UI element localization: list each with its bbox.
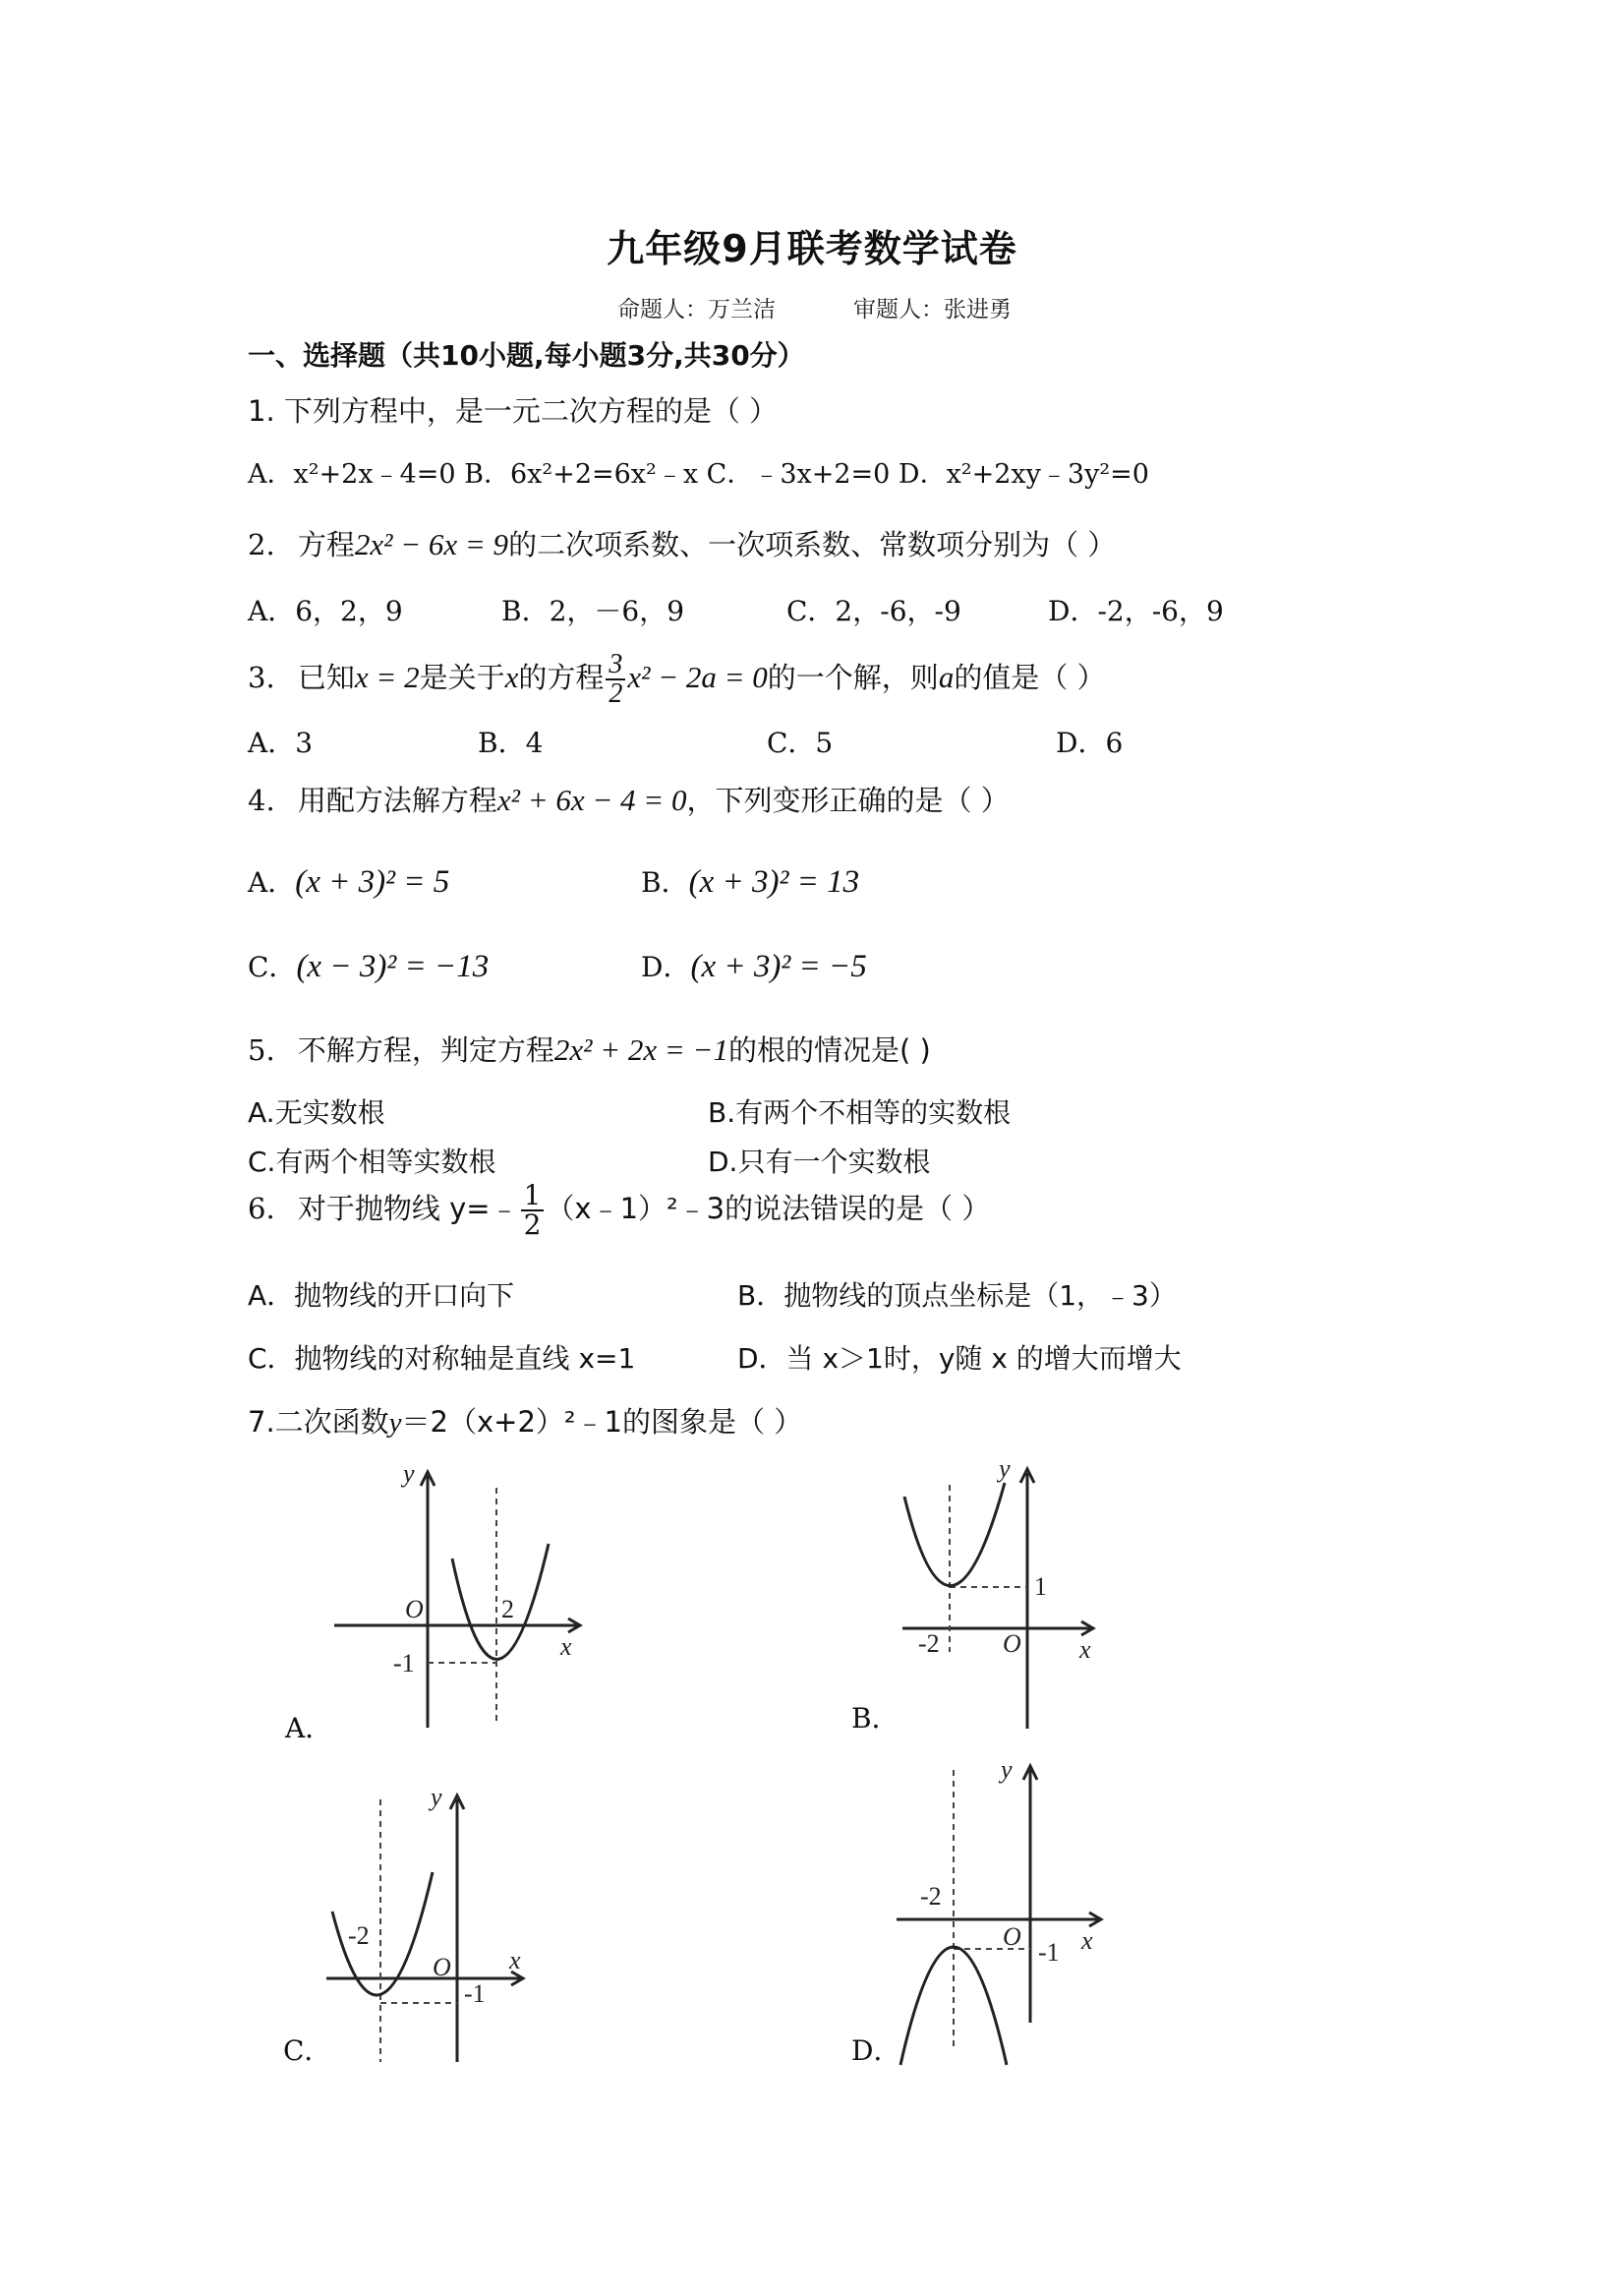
origin-label: O <box>1003 1922 1021 1951</box>
fraction-numerator: 1 <box>521 1182 545 1211</box>
equation: x = 2 <box>354 660 420 694</box>
option-label: D． <box>641 951 691 983</box>
variable: x <box>504 660 519 694</box>
equation: 2x² + 2x = −1 <box>553 1032 728 1067</box>
tick-label-x: -2 <box>920 1882 942 1911</box>
question-1-options: A．x²+2x﹣4=0 B．6x²+2=6x²﹣x C．﹣3x+2=0 D．x²+2xy﹣3y²=0 <box>248 459 1149 490</box>
equation: 2x² − 6x = 9 <box>354 527 509 561</box>
graph-option-b <box>885 1455 1160 1740</box>
option-b-label: B． <box>851 1702 899 1735</box>
function-symbol: y <box>388 1407 402 1439</box>
option-c: C．抛物线的对称轴是直线 x=1 <box>248 1342 636 1375</box>
axis-label-y: y <box>431 1783 442 1811</box>
option-b: B．抛物线的顶点坐标是（1，﹣3） <box>737 1279 1177 1312</box>
reviewer-label: 审题人：张进勇 <box>853 297 1012 323</box>
option-label: A． <box>248 866 296 899</box>
question-text: 已知 <box>297 661 355 694</box>
option-d: D.只有一个实数根 <box>708 1146 931 1178</box>
fraction <box>521 1179 545 1241</box>
equation: x² + 6x − 4 = 0 <box>496 783 687 817</box>
option-b <box>641 861 859 901</box>
option-a: A．抛物线的开口向下 <box>248 1279 515 1312</box>
equation: x² − 2a = 0 <box>627 660 768 694</box>
option-a-label: A． <box>285 1712 333 1744</box>
question-number: 6. <box>248 1192 275 1225</box>
option-label: B． <box>641 866 689 899</box>
question-text: ＝2（x+2）²﹣1的图象是（ ） <box>401 1405 803 1439</box>
question-1-stem: 1. 下列方程中，是一元二次方程的是（ ） <box>248 394 779 428</box>
fraction-numerator: 3 <box>606 651 625 680</box>
question-text: 的方程 <box>518 661 605 694</box>
option-c: C．2，-6，-9 <box>786 595 961 627</box>
option-label: C． <box>248 951 297 983</box>
question-6-stem <box>248 1179 991 1241</box>
fraction-denominator: 2 <box>609 678 623 709</box>
tick-label-y: -1 <box>1038 1938 1060 1967</box>
option-d: D．当 x＞1时，y随 x 的增大而增大 <box>737 1342 1182 1375</box>
author-label: 命题人：万兰洁 <box>617 297 776 323</box>
question-2-stem <box>248 523 1116 563</box>
tick-label-y: -1 <box>464 1979 486 2008</box>
question-number: 3. <box>248 661 275 694</box>
question-text: 7.二次函数 <box>248 1405 389 1439</box>
question-text: 不解方程，判定方程 <box>297 1033 554 1067</box>
option-expression: (x + 3)² = −5 <box>690 949 867 984</box>
axis-label-y: y <box>1001 1755 1013 1784</box>
tick-label-x: 2 <box>501 1595 514 1623</box>
question-text: 是关于 <box>419 661 505 694</box>
question-text: 的根的情况是( ) <box>727 1033 931 1067</box>
question-text: （x﹣1）²﹣3的说法错误的是（ ） <box>546 1192 991 1225</box>
option-c: C．5 <box>767 727 834 759</box>
option-b: B.有两个不相等的实数根 <box>708 1096 1012 1129</box>
graph-option-c <box>315 1782 560 2077</box>
option-c-label: C． <box>283 2034 332 2067</box>
section-heading: 一、选择题（共10小题,每小题3分,共30分） <box>248 339 805 372</box>
question-5-stem <box>248 1029 931 1069</box>
question-number: 5. <box>248 1033 275 1067</box>
question-7-stem <box>248 1400 802 1441</box>
question-text: 用配方法解方程 <box>297 784 497 817</box>
page-title: 九年级9月联考数学试卷 <box>607 227 1017 270</box>
fraction-denominator: 2 <box>523 1208 542 1241</box>
axis-label-x: x <box>509 1946 521 1974</box>
question-text: 的二次项系数、一次项系数、常数项分别为（ ） <box>508 528 1117 561</box>
question-text: 的一个解，则 <box>767 661 939 694</box>
origin-label: O <box>405 1595 424 1623</box>
question-text: ，下列变形正确的是（ ） <box>686 784 1010 817</box>
fraction <box>606 651 625 708</box>
option-a: A．6，2，9 <box>248 595 403 627</box>
option-a: A.无实数根 <box>248 1096 385 1129</box>
option-expression: (x + 3)² = 5 <box>295 864 450 900</box>
axis-label-y: y <box>999 1454 1011 1483</box>
variable: a <box>938 660 955 694</box>
option-a <box>248 861 449 901</box>
tick-label-y: 1 <box>1034 1572 1047 1601</box>
parabola <box>904 1483 1005 1586</box>
option-d: D．-2，-6，9 <box>1048 595 1224 627</box>
graph-option-d <box>885 1752 1131 2067</box>
origin-label: O <box>433 1953 451 1981</box>
question-text: 的值是（ ） <box>954 661 1106 694</box>
option-expression: (x + 3)² = 13 <box>688 864 860 900</box>
question-4-stem <box>248 779 1010 819</box>
option-b: B．2，－6，9 <box>501 595 685 627</box>
question-number: 2. <box>248 528 275 561</box>
axis-label-x: x <box>1081 1926 1093 1955</box>
question-text: 方程 <box>297 528 355 561</box>
origin-label: O <box>1003 1629 1021 1658</box>
option-d-label: D． <box>851 2034 901 2067</box>
tick-label-x: -2 <box>348 1921 370 1950</box>
tick-label-x: -2 <box>918 1629 940 1658</box>
parabola <box>452 1544 549 1659</box>
axis-label-x: x <box>560 1632 572 1661</box>
option-b: B．4 <box>478 727 544 759</box>
graph-option-a <box>324 1460 600 1736</box>
axis-label-x: x <box>1079 1635 1091 1664</box>
option-c <box>248 946 489 985</box>
option-d: D．6 <box>1056 727 1124 759</box>
option-expression: (x − 3)² = −13 <box>296 949 490 984</box>
tick-label-y: -1 <box>393 1649 415 1678</box>
question-number: 4. <box>248 784 275 817</box>
question-3-stem <box>248 651 1106 708</box>
axis-label-y: y <box>403 1459 415 1488</box>
question-text: 对于抛物线 y=﹣ <box>297 1192 519 1225</box>
option-c: C.有两个相等实数根 <box>248 1146 496 1178</box>
option-a: A．3 <box>248 727 314 759</box>
option-d <box>641 946 867 985</box>
